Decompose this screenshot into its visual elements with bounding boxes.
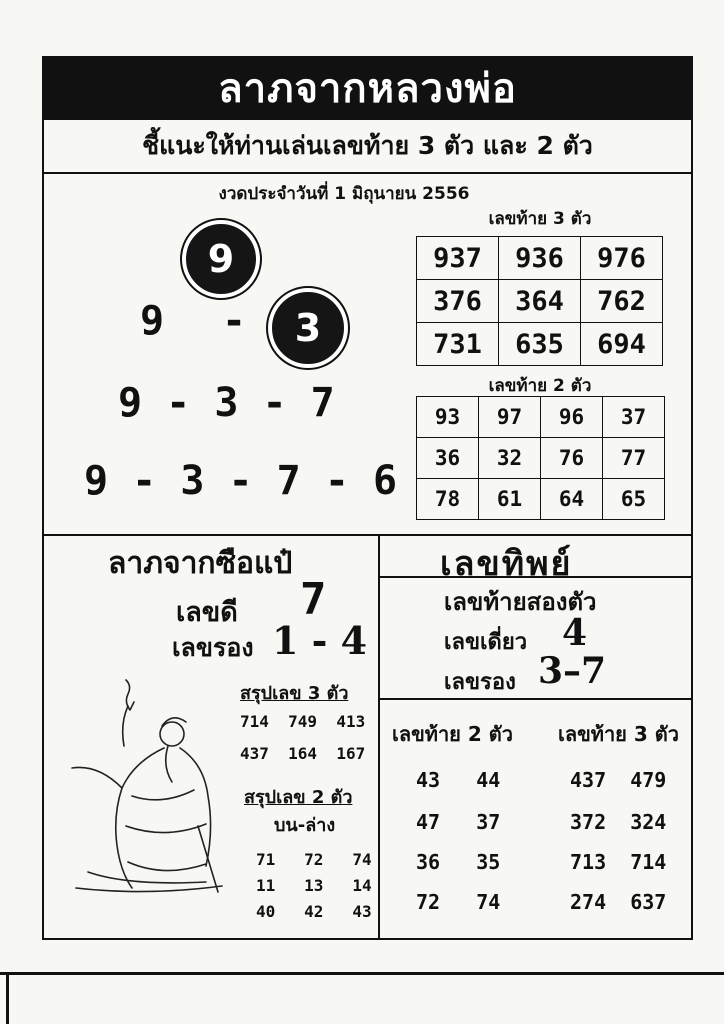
three-digit-table xyxy=(416,236,663,366)
divider xyxy=(42,172,693,174)
table-cell: 376 xyxy=(417,280,499,323)
col-2-row: 47 37 xyxy=(416,810,501,834)
summary-2-label: สรุปเลข 2 ตัว xyxy=(244,787,353,808)
table-cell: 37 xyxy=(603,397,665,438)
three-digit-label: เลขท้าย 3 ตัว xyxy=(488,209,592,229)
table-cell: 635 xyxy=(499,323,581,366)
table-row xyxy=(417,323,663,366)
formula-line-3: 9 - 3 - 7 xyxy=(118,380,335,426)
page-edge xyxy=(0,972,724,975)
formula-line-4: 9 - 3 - 7 - 6 xyxy=(84,458,398,504)
two-digit-table xyxy=(416,396,665,520)
table-row xyxy=(417,280,663,323)
table-cell: 64 xyxy=(541,479,603,520)
table-cell: 694 xyxy=(581,323,663,366)
diao-value: 4 xyxy=(562,612,588,654)
table-cell: 936 xyxy=(499,237,581,280)
summary-3-row: 437 164 167 xyxy=(240,744,366,763)
rong-label: เลขรอง xyxy=(444,670,516,695)
summary-3-label: สรุปเลข 3 ตัว xyxy=(240,683,349,704)
col-2-label: เลขท้าย 2 ตัว xyxy=(392,722,513,746)
table-cell: 364 xyxy=(499,280,581,323)
table-cell: 65 xyxy=(603,479,665,520)
sue-mae-title: ลาภจากซือแป๋ xyxy=(108,546,293,581)
table-cell: 731 xyxy=(417,323,499,366)
col-3-row: 372 324 xyxy=(570,810,667,834)
table-cell: 937 xyxy=(417,237,499,280)
table-cell: 76 xyxy=(541,438,603,479)
page-edge xyxy=(6,975,9,1024)
rong-value: 3–7 xyxy=(538,650,607,692)
col-3-row: 437 479 xyxy=(570,768,667,792)
draw-date: งวดประจำวันที่ 1 มิถุนายน 2556 xyxy=(218,184,470,204)
table-cell: 36 xyxy=(417,438,479,479)
page-subtitle: ชี้แนะให้ท่านเล่นเลขท้าย 3 ตัว และ 2 ตัว xyxy=(142,131,593,160)
lek-thip-subtitle: เลขท้ายสองตัว xyxy=(444,588,597,616)
summary-2-row: 11 13 14 xyxy=(256,876,372,895)
table-cell: 96 xyxy=(541,397,603,438)
circle-digit-2: 3 xyxy=(268,288,348,368)
table-cell: 78 xyxy=(417,479,479,520)
divider xyxy=(42,534,693,536)
page-title: ลาภจากหลวงพ่อ xyxy=(42,56,693,120)
table-cell: 93 xyxy=(417,397,479,438)
table-row xyxy=(417,438,665,479)
table-row xyxy=(417,479,665,520)
col-3-row: 713 714 xyxy=(570,850,667,874)
table-cell: 77 xyxy=(603,438,665,479)
table-cell: 97 xyxy=(479,397,541,438)
lek-thip-title: เลขทิพย์ xyxy=(440,544,573,584)
divider xyxy=(378,534,380,940)
lek-rong-value: 1 - 4 xyxy=(272,618,368,663)
circle-digit-1: 9 xyxy=(182,220,260,298)
table-cell: 61 xyxy=(479,479,541,520)
col-2-row: 43 44 xyxy=(416,768,501,792)
summary-2-sub: บน-ล่าง xyxy=(274,815,336,836)
table-row xyxy=(417,397,665,438)
sage-illustration xyxy=(68,676,226,898)
formula-dash: - xyxy=(222,298,247,344)
table-cell: 976 xyxy=(581,237,663,280)
lek-dee-label: เลขดี xyxy=(176,597,238,628)
lek-dee-value: 7 xyxy=(300,574,327,625)
two-digit-label: เลขท้าย 2 ตัว xyxy=(488,376,592,396)
summary-3-row: 714 749 413 xyxy=(240,712,366,731)
col-3-row: 274 637 xyxy=(570,890,667,914)
col-2-row: 72 74 xyxy=(416,890,501,914)
lek-rong-label: เลขรอง xyxy=(172,633,254,662)
summary-2-row: 71 72 74 xyxy=(256,850,372,869)
col-2-row: 36 35 xyxy=(416,850,501,874)
diao-label: เลขเดี่ยว xyxy=(444,630,528,655)
col-3-label: เลขท้าย 3 ตัว xyxy=(558,722,679,746)
divider xyxy=(380,698,693,700)
summary-2-row: 40 42 43 xyxy=(256,902,372,921)
table-row xyxy=(417,237,663,280)
table-cell: 32 xyxy=(479,438,541,479)
formula-digit: 9 xyxy=(140,298,165,344)
table-cell: 762 xyxy=(581,280,663,323)
